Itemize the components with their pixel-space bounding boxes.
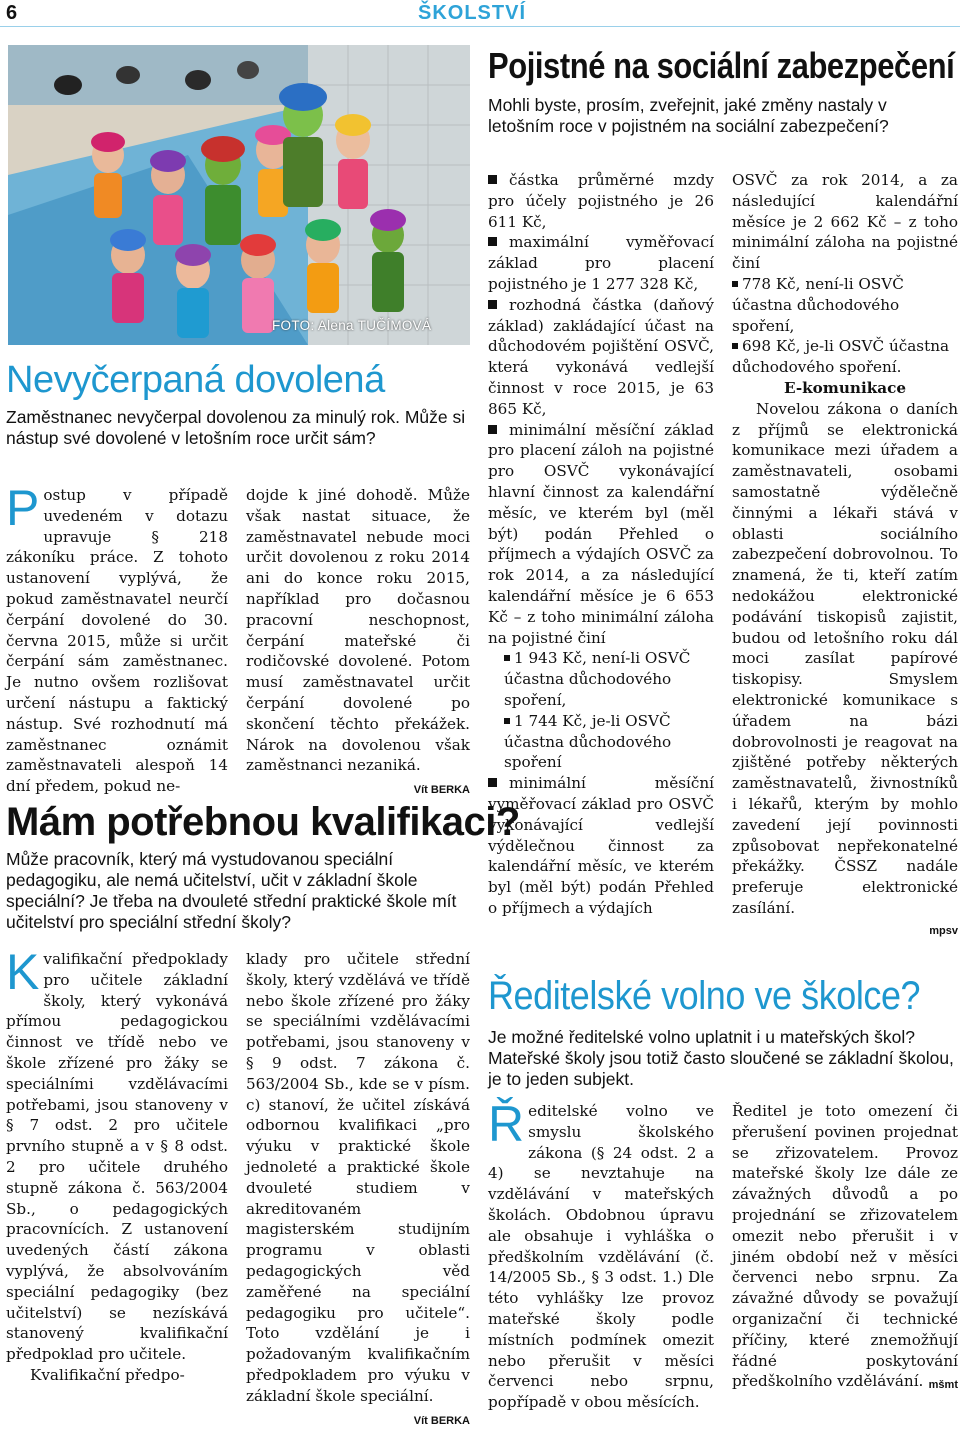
article3-col2-sub2-text: 698 Kč, je-li OSVČ účastna důchodového spoření. [732, 337, 950, 377]
small-bullet-icon [732, 281, 738, 287]
article4-col2 [732, 1101, 958, 1396]
article2-col1-text: valifikační předpoklady pro učitele základní školy, který vykonává přímou pedagogickou činnost ve třídě nebo ve škole zřízené pro žáky se speciálními vzdělávacími potřebami, jsou stanoveny v § 7 odst. 2 pro učitele prvního stupně a v § 8 odst. 2 pro učitele druhého stupně zákona č. 563/2004 Sb., o pedagogických pracovnících. Z ustanovení uvedených částí zákona vyplývá, že absolvováním speciální pedagogiky (bez učitelství) se nezískává stanovený kvalifikační předpoklad pro učitele. [6, 950, 228, 1364]
article3-col2-sub1-text: 778 Kč, není-li OSVČ účastna důchodového spoření, [732, 274, 904, 335]
section-title: ŠKOLSTVÍ [418, 2, 527, 24]
article2-col2-text: klady pro učitele střední školy, který vzdělává ve třídě nebo škole zřízené pro žáky se speciálními vzdělávacími potřebami, jsou stanoveny v § 9 odst. 7 zákona č. 563/2004 Sb., kde se v písm. c) stanoví, že učitel získává odbornou kvalifikaci „pro výuku v praktické škole jednoleté a praktické škole dvouleté studiem v akreditovaném magisterském studijním programu v oblasti pedagogických věd zaměřené na speciální pedagogiku pro učitele“. Toto vzdělání je i požadovaným kvalifikačním předpokladem pro výuku v základní škole speciální. [246, 950, 470, 1405]
article3-col2-cont: OSVČ za rok 2014, a za následující kalendářní měsíce je 2 662 Kč – z toho minimální záloha na pojistné činí [732, 171, 958, 273]
article1-col2 [246, 485, 470, 801]
article1-col1 [6, 480, 228, 797]
article3-title: Pojistné na sociální zabezpečení [488, 45, 955, 86]
article1-lead: Zaměstnanec nevyčerpal dovolenou za minulý rok. Může si nástup své dovolené v letošním roce určit sám? [6, 407, 466, 448]
bullet-icon [488, 175, 497, 184]
article2-col1 [6, 944, 228, 1386]
article2-title: Mám potřebnou kvalifikaci? [6, 800, 520, 844]
article3-item2-text: maximální vyměřovací základ pro placení pojistného je 1 277 328 Kč, [488, 233, 714, 293]
small-bullet-icon [504, 718, 510, 724]
article3-item4-sub1 [488, 648, 714, 710]
article3-item1 [488, 170, 714, 232]
article1-col2-text: dojde k jiné dohodě. Může však nastat situace, že zaměstnavatel nebude moci určit dovolenou z roku 2014 ani do konce roku 2015, například pro dočasnou pracovní neschopnost, čerpání mateřské či rodičovské dovolené. Potom musí zaměstnavatel určit čerpání dovolené po skončení těchto překážek. Nárok na dovolenou však zaměstnanci nezaniká. [246, 486, 470, 775]
article3-item3-text: rozhodná částka (daňový základ) zakládající účast na důchodovém pojištění OSVČ, která vykonává vedlejší činnost v roce 2015, je 63 865 Kč, [488, 295, 714, 418]
photo-credit: FOTO: Alena TUČÍMOVÁ [272, 318, 432, 333]
article4-lead: Je možné ředitelské volno uplatnit i u mateřských škol? Mateřské školy jsou totiž často sloučené se základní školou, je to jeden subjekt. [488, 1027, 954, 1089]
article2-col2 [246, 949, 470, 1431]
article4-dropcap: Ř [488, 1096, 525, 1152]
bullet-icon [488, 425, 497, 434]
article3-item4-sub2 [488, 711, 714, 773]
article3-col2-sub2 [732, 336, 958, 378]
article3-author: mpsv [929, 924, 958, 937]
article3-item5-text: minimální měsíční vyměřovací základ pro OSVČ vykonávající vedlejší výdělečnou činnost za kalendářní měsíc, ve kterém byl (měl být) podán Přehled o příjmech a výdajích [488, 774, 714, 917]
article2-dropcap: K [6, 944, 40, 1000]
article3-item4-sub2-text: 1 744 Kč, je-li OSVČ účastna důchodového spoření [504, 711, 672, 772]
bullet-icon [488, 778, 497, 787]
article3-item4-sub1-text: 1 943 Kč, není-li OSVČ účastna důchodového spoření, [504, 649, 691, 709]
article3-item3 [488, 295, 714, 420]
page-number: 6 [6, 2, 18, 24]
article4-col2-text: Ředitel je toto omezení či přerušení povinen projednat se zřizovatelem. Provoz mateřské školy lze dále ze závažných důvodů a po projednání se zřizovatelem omezit nebo přerušit i v jiném období než v měsíci červenci nebo srpnu. Za závažné důvody se považují organizační či technické příčiny, které znemožňují řádné poskytování předškolního vzdělávání. [732, 1102, 958, 1391]
article3-item2 [488, 232, 714, 294]
bullet-icon [488, 237, 497, 246]
article4-title: Ředitelské volno ve školce? [488, 974, 921, 1018]
article3-subheading: E-komunikace [783, 378, 906, 397]
pool-photo [8, 45, 470, 345]
article3-item5 [488, 773, 714, 919]
article3-col2-body: Novelou zákona o daních z příjmů se elektronická komunikace mezi úřadem a zaměstnavateli, osobami samostatně výdělečně činnými a lékaři stává v oblasti sociálního zabezpečení dobrovolnou. To znamená, že ti, kteří zatím nedokážou elektronické podávání tiskopisů zajistit, budou od letošního roku dál moci zasílat papírové tiskopisy. Smyslem elektronické komunikace s úřadem na bázi dobrovolnosti je reagovat na zjištěné potřeby některých zaměstnavatelů, živnostníků i lékařů, kterým by mohlo zavedení její povinnosti způsobovat nepřekonatelné překážky. ČSSZ nadále preferuje elektronické zasílání. [732, 399, 958, 917]
article2-col1-tail: Kvalifikační předpo- [30, 1365, 185, 1384]
article4-col1 [488, 1096, 714, 1413]
bullet-icon [488, 300, 497, 309]
article3-item4-text: minimální měsíční základ pro placení záloh na pojistné pro OSVČ vykonávající hlavní činnost za kalendářní měsíc, ve kterém byl (měl být) podán Přehled o příjmech a výdajích OSVČ za rok 2014, a za následující kalendářní měsíce je 6 653 Kč – z toho minimální záloha na pojistné činí [488, 420, 714, 647]
article1-title: Nevyčerpaná dovolená [6, 359, 385, 401]
article1-col1-text: ostup v případě uvedeném v dotazu upravuje § 218 zákoníku práce. Z tohoto ustanovení vyplývá, že pokud zaměstnavatel neurčí čerpání dovolené do 30. června 2015, může si určit čerpání sám zaměstnanec. Je nutno ovšem rozlišovat určení nástupu a faktický nástup. Své rozhodnutí má zaměstnanec oznámit zaměstnavateli alespoň 14 dní předem, pokud ne- [6, 486, 228, 796]
article3-col2-sub1 [732, 274, 958, 336]
pool-photo-image [8, 45, 470, 345]
article3-col1 [488, 170, 714, 919]
header-rule [0, 26, 960, 27]
article3-item1-text: částka průměrné mzdy pro účely pojistného je 26 611 Kč, [488, 171, 714, 231]
small-bullet-icon [504, 655, 510, 661]
article3-item4 [488, 420, 714, 649]
article2-lead: Může pracovník, který má vystudovanou speciální pedagogiku, ale nemá učitelství, učit v základní škole speciální? Je třeba na dvouleté střední praktické škole mít učitelství pro speciální střední školy? [6, 849, 457, 932]
article4-author: mšmt [928, 1379, 958, 1392]
article3-col2 [732, 170, 958, 941]
article3-lead: Mohli byste, prosím, zveřejnit, jaké změny nastaly v letošním roce v pojistném na sociální zabezpečení? [488, 95, 889, 136]
small-bullet-icon [732, 343, 738, 349]
article2-author: Vít BERKA [413, 1414, 470, 1427]
article4-col1-text: editelské volno ve smyslu školského zákona (§ 24 odst. 2 a 4) se nevztahuje na vzdělávání v mateřských školách. Obdobnou úpravu ale obsahuje i vyhláška o předškolním vzdělávání (č. 14/2005 Sb., § 3 odst. 1.) Dle této vyhlášky lze provoz mateřské školy podle místních podmínek omezit nebo přerušit v měsíci červenci nebo srpnu, popřípadě v obou měsících. [488, 1102, 714, 1412]
article1-author: Vít BERKA [413, 784, 470, 797]
article1-dropcap: P [6, 480, 40, 536]
